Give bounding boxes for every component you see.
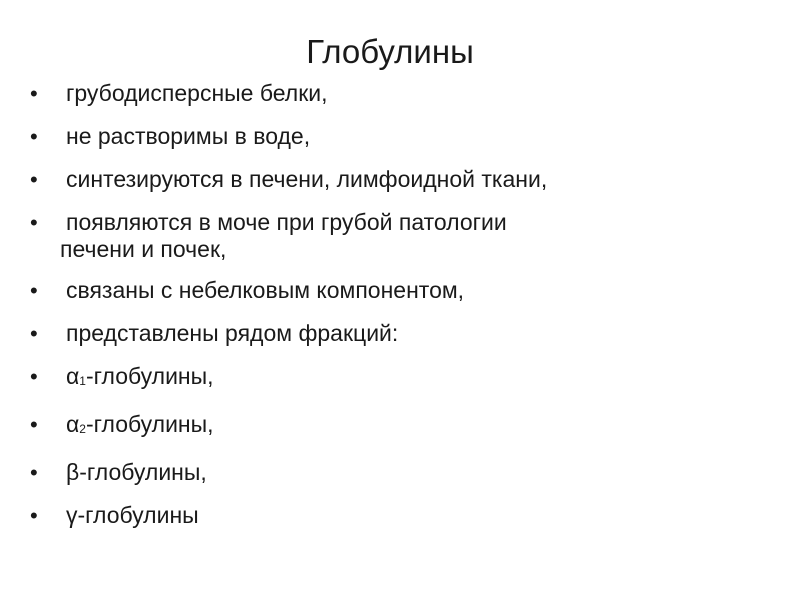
list-item — [30, 320, 770, 347]
list-item — [30, 166, 770, 193]
list-item-text — [60, 411, 214, 437]
list-item — [30, 363, 770, 395]
slide-title: Глобулины — [306, 33, 474, 70]
list-item — [30, 209, 770, 263]
bullet-icon: • — [30, 460, 38, 485]
bullet-list — [30, 80, 770, 545]
fraction-suffix: -глобулины, — [85, 363, 214, 389]
bullet-icon: • — [30, 81, 38, 106]
list-item — [30, 411, 770, 443]
fraction-subscript: 1 — [79, 374, 86, 388]
bullet-icon: • — [30, 412, 38, 437]
list-item-text-line1: появляются в моче при грубой патологии — [66, 209, 507, 235]
list-item — [30, 123, 770, 150]
fraction-subscript: 2 — [79, 422, 86, 436]
list-item — [30, 277, 770, 304]
bullet-icon: • — [30, 321, 38, 346]
bullet-icon: • — [30, 503, 38, 528]
bullet-icon: • — [30, 167, 38, 192]
bullet-icon: • — [30, 364, 38, 389]
fraction-suffix: -глобулины, — [85, 411, 214, 437]
list-item-text: не растворимы в воде, — [66, 123, 311, 149]
list-item-text: грубодисперсные белки, — [66, 80, 328, 106]
bullet-icon: • — [30, 210, 38, 235]
list-item-text-line2: печени и почек, — [60, 236, 227, 262]
list-item — [30, 502, 770, 529]
list-item-text: синтезируются в печени, лимфоидной ткани, — [66, 166, 548, 192]
fraction-letter: α — [66, 411, 80, 437]
bullet-icon: • — [30, 124, 38, 149]
list-item-text: связаны с небелковым компонентом, — [66, 277, 465, 303]
fraction-letter: α — [66, 363, 80, 389]
bullet-icon: • — [30, 278, 38, 303]
list-item-text: β-глобулины, — [66, 459, 207, 485]
list-item — [30, 459, 770, 486]
list-item-text: γ-глобулины — [66, 502, 199, 528]
list-item — [30, 80, 770, 107]
list-item-text: представлены рядом фракций: — [66, 320, 399, 346]
list-item-text — [60, 363, 214, 389]
